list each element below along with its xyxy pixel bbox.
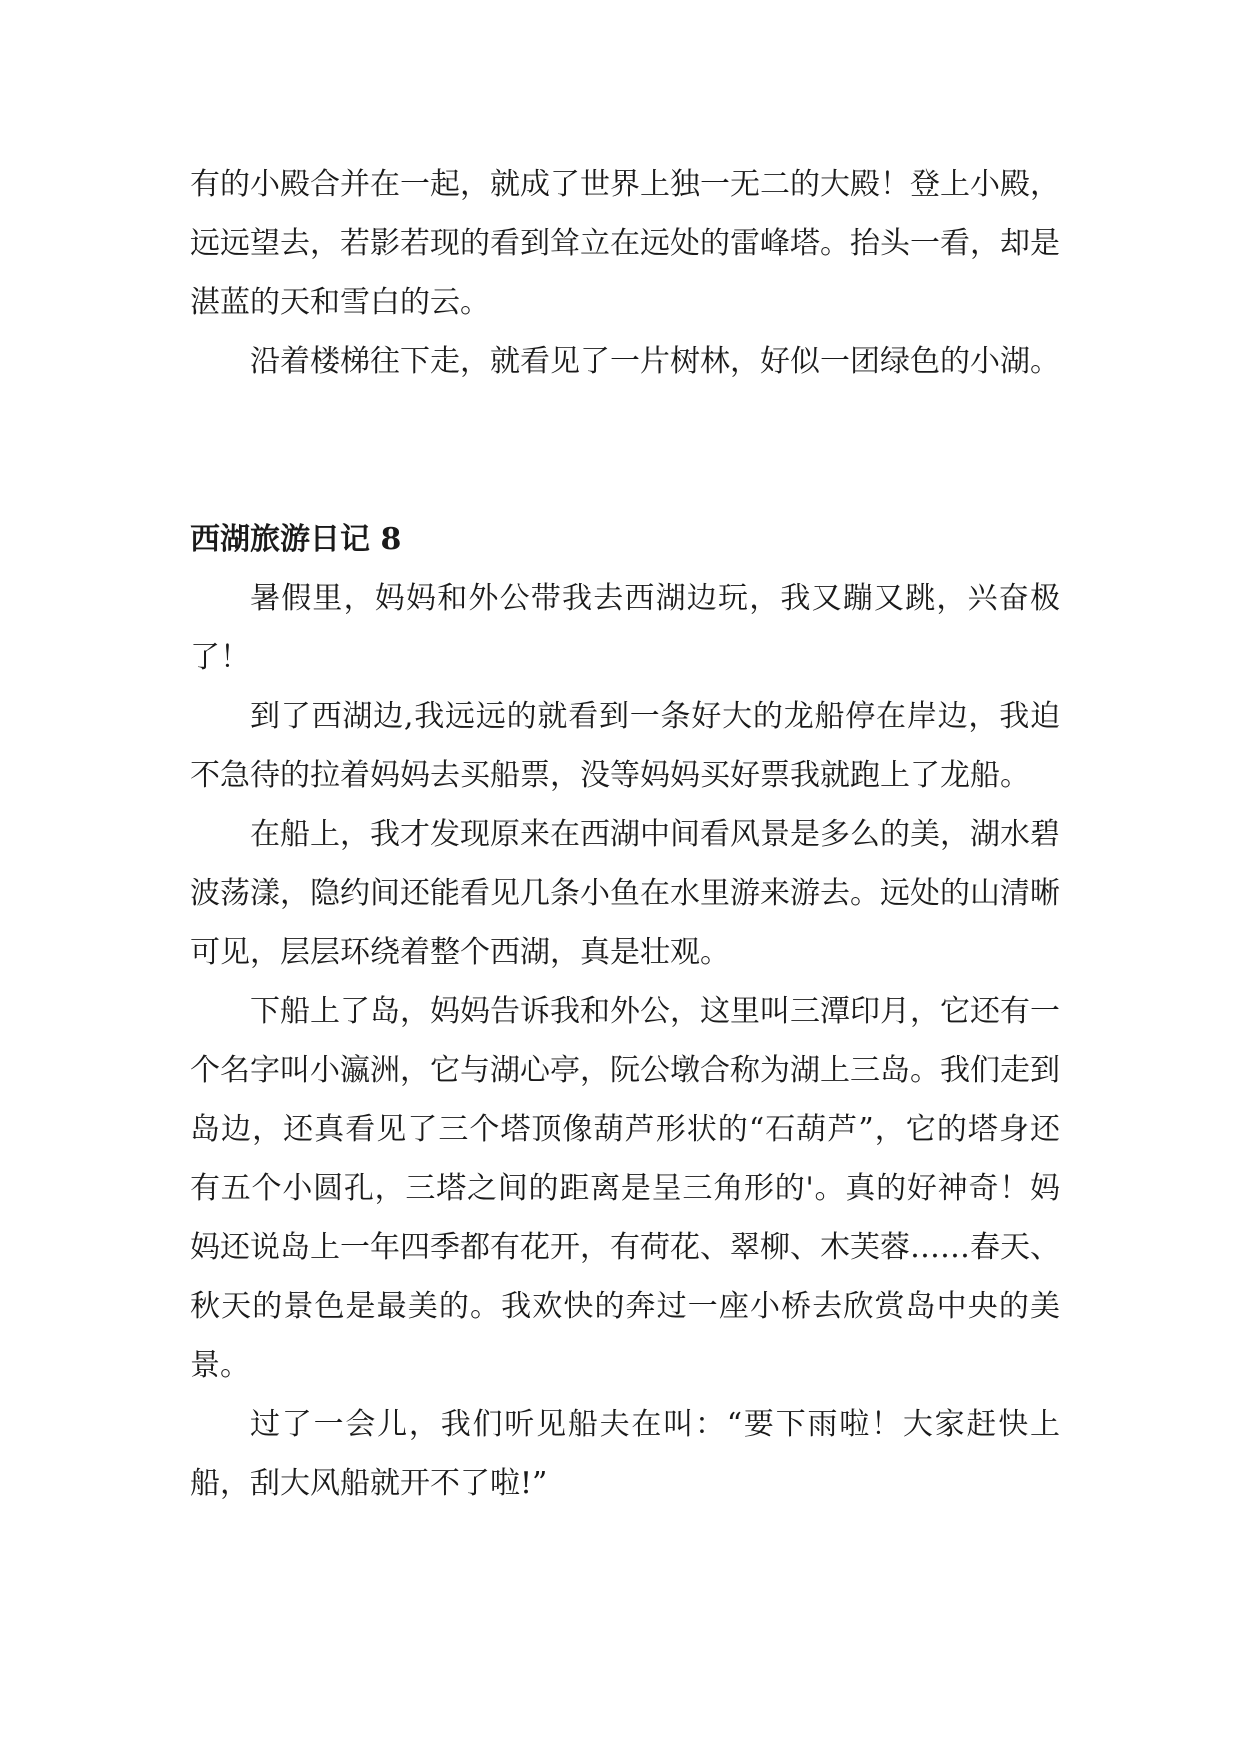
paragraph: 有的小殿合并在一起，就成了世界上独一无二的大殿！登上小殿，远远望去，若影若现的看到耸立在远处的雷峰塔。抬头一看，却是湛蓝的天和雪白的云。 bbox=[190, 167, 1060, 320]
section2-body bbox=[190, 569, 1060, 1513]
paragraph: 过了一会儿，我们听见船夫在叫：“要下雨啦！大家赶快上船，刮大风船就开不了啦!” bbox=[190, 1407, 1060, 1501]
paragraph: 沿着楼梯往下走，就看见了一片树林，好似一团绿色的小湖。 bbox=[250, 344, 1060, 379]
paragraph: 下船上了岛，妈妈告诉我和外公，这里叫三潭印月，它还有一个名字叫小瀛洲，它与湖心亭，阮公墩合称为湖上三岛。我们走到岛边，还真看见了三个塔顶像葫芦形状的“石葫芦”，它的塔身还有五个小圆孔，三塔之间的距离是呈三角形的'。真的好神奇！妈妈还说岛上一年四季都有花开，有荷花、翠柳、木芙蓉……春天、秋天的景色是最美的。我欢快的奔过一座小桥去欣赏岛中央的美景。 bbox=[190, 994, 1060, 1383]
paragraph: 在船上，我才发现原来在西湖中间看风景是多么的美，湖水碧波荡漾，隐约间还能看见几条小鱼在水里游来游去。远处的山清晰可见，层层环绕着整个西湖，真是壮观。 bbox=[190, 817, 1060, 970]
section1-body bbox=[190, 155, 1060, 391]
section-title: 西湖旅游日记 8 bbox=[190, 522, 402, 557]
paragraph: 暑假里，妈妈和外公带我去西湖边玩，我又蹦又跳，兴奋极了！ bbox=[190, 581, 1060, 675]
paragraph: 到了西湖边,我远远的就看到一条好大的龙船停在岸边，我迫不急待的拉着妈妈去买船票，没等妈妈买好票我就跑上了龙船。 bbox=[190, 699, 1060, 793]
